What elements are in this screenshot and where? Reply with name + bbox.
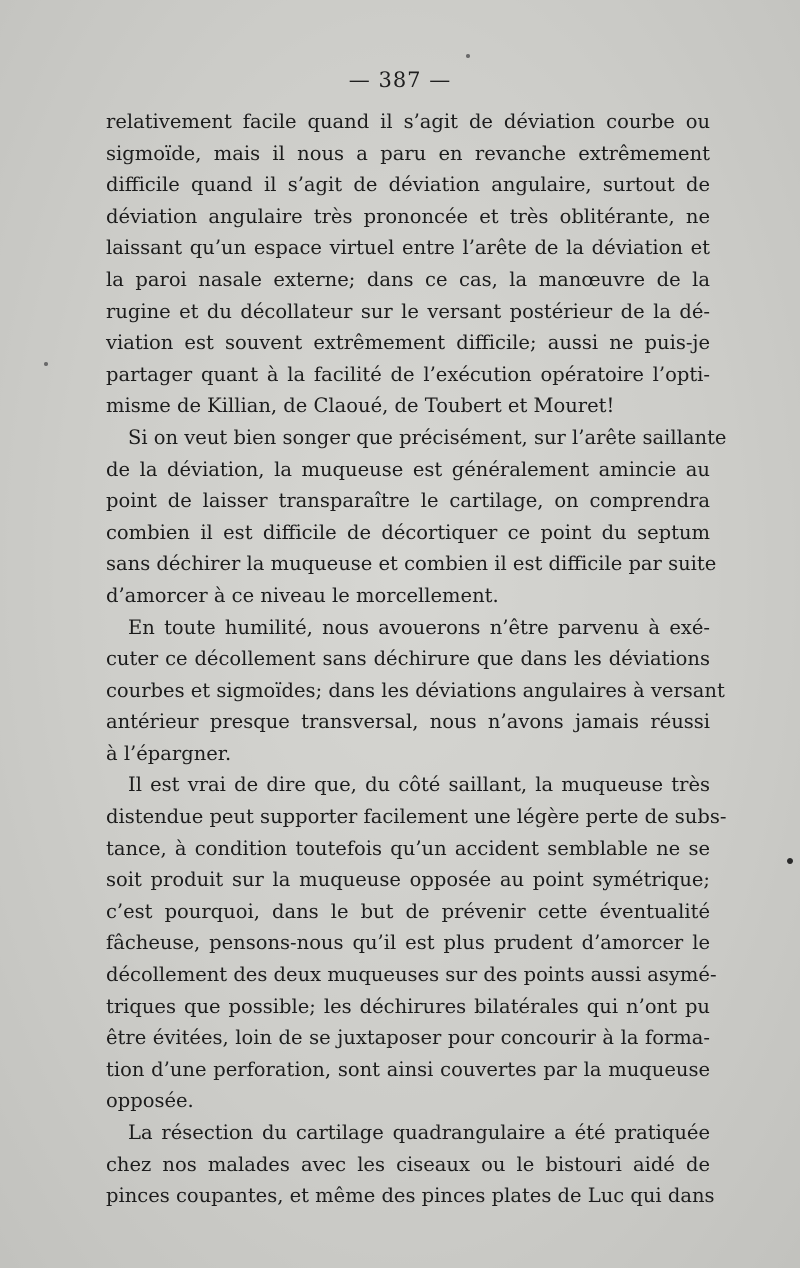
ink-speck-icon xyxy=(44,362,48,366)
ink-speck-icon xyxy=(466,54,470,58)
text-line: rugine et du décollateur sur le versant postérieur de la dé- xyxy=(106,299,710,323)
text-line: être évitées, loin de se juxtaposer pour concourir à la forma- xyxy=(106,1026,710,1050)
ink-speck-icon xyxy=(787,858,793,864)
text-line: tance, à condition toutefois qu’un accident semblable ne se xyxy=(106,836,710,860)
text-line: d’amorcer à ce niveau le morcellement. xyxy=(106,583,499,607)
text-line: viation est souvent extrêmement difficile; aussi ne puis-je xyxy=(106,331,710,355)
text-line: opposée. xyxy=(106,1089,194,1113)
text-line: sigmoïde, mais il nous a paru en revanche extrêmement xyxy=(106,141,710,165)
text-line: Si on veut bien songer que précisément, sur l’arête saillante xyxy=(128,425,727,449)
text-line: cuter ce décollement sans déchirure que dans les déviations xyxy=(106,647,710,671)
text-line: soit produit sur la muqueuse opposée au point symétrique; xyxy=(106,868,710,892)
text-line: En toute humilité, nous avouerons n’être parvenu à exé- xyxy=(128,615,710,639)
text-line: de la déviation, la muqueuse est généralement amincie au xyxy=(106,457,710,481)
text-line: courbes et sigmoïdes; dans les déviations angulaires à versant xyxy=(106,678,725,702)
text-line: La résection du cartilage quadrangulaire a été pratiquée xyxy=(128,1121,710,1144)
text-line: misme de Killian, de Claoué, de Toubert et Mouret! xyxy=(106,394,615,418)
text-line: à l’épargner. xyxy=(106,741,232,765)
text-line: pinces coupantes, et même des pinces plates de Luc qui dans xyxy=(106,1184,715,1208)
text-line: antérieur presque transversal, nous n’avons jamais réussi xyxy=(106,710,710,734)
text-line: partager quant à la facilité de l’exécution opératoire l’opti- xyxy=(106,362,710,386)
page-number: — 387 — xyxy=(348,68,452,92)
text-line: laissant qu’un espace virtuel entre l’arête de la déviation et xyxy=(106,236,710,260)
text-line: triques que possible; les déchirures bilatérales qui n’ont pu xyxy=(106,994,710,1018)
text-line: difficile quand il s’agit de déviation angulaire, surtout de xyxy=(106,173,710,197)
text-line: relativement facile quand il s’agit de déviation courbe ou xyxy=(106,110,710,133)
body-text xyxy=(106,106,727,1212)
text-line: décollement des deux muqueuses sur des points aussi asymé- xyxy=(106,963,717,987)
text-line: c’est pourquoi, dans le but de prévenir cette éventualité xyxy=(106,899,710,923)
text-line: tion d’une perforation, sont ainsi couvertes par la muqueuse xyxy=(106,1057,710,1081)
text-line: combien il est difficile de décortiquer ce point du septum xyxy=(106,520,710,544)
text-line: chez nos malades avec les ciseaux ou le bistouri aidé de xyxy=(106,1152,710,1176)
text-line: Il est vrai de dire que, du côté saillant, la muqueuse très xyxy=(128,773,710,797)
text-line: la paroi nasale externe; dans ce cas, la manœuvre de la xyxy=(106,267,710,291)
text-line: sans déchirer la muqueuse et combien il est difficile par suite xyxy=(106,552,717,576)
text-line: fâcheuse, pensons-nous qu’il est plus prudent d’amorcer le xyxy=(106,931,710,955)
text-line: distendue peut supporter facilement une légère perte de subs- xyxy=(106,805,727,829)
text-line: point de laisser transparaître le cartilage, on comprendra xyxy=(106,489,710,513)
text-line: déviation angulaire très prononcée et très oblitérante, ne xyxy=(106,204,710,228)
